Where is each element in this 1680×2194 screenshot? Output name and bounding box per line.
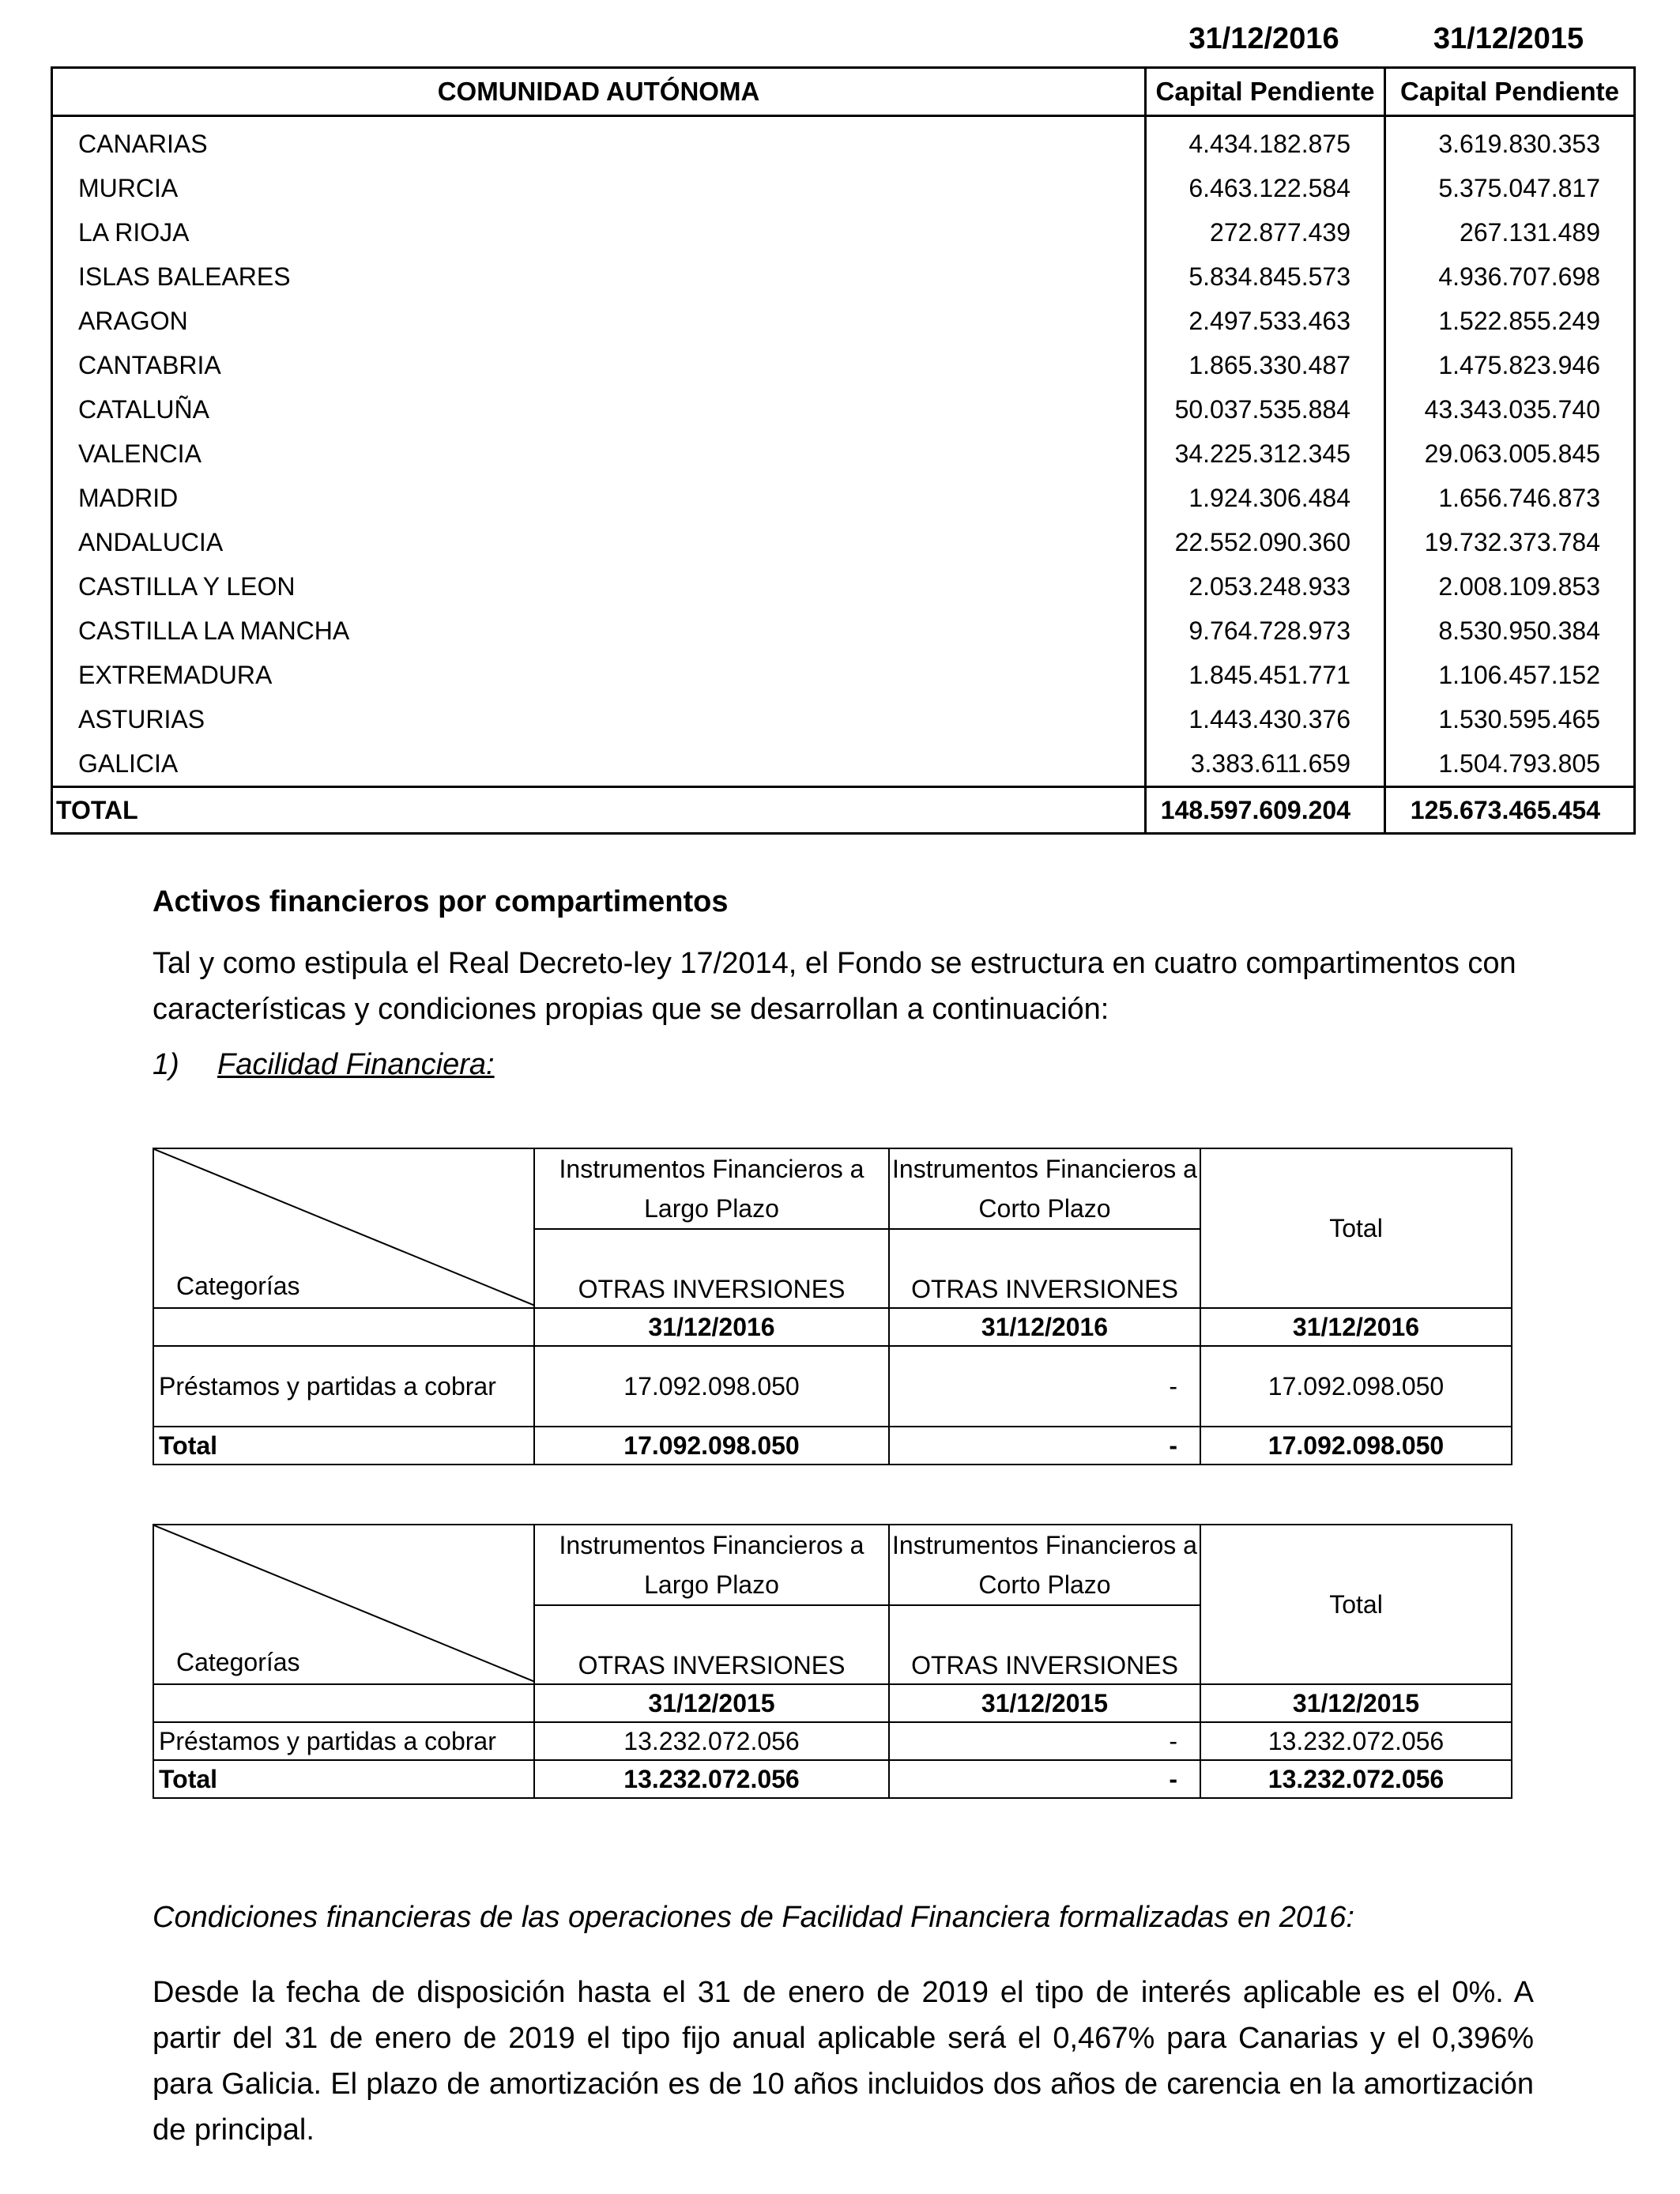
capital-2015: 19.732.373.784 [1385,520,1635,564]
capital-2015: 29.063.005.845 [1385,432,1635,476]
date-total: 31/12/2015 [1200,1684,1512,1722]
date-long: 31/12/2015 [534,1684,889,1722]
region-name: CANARIAS [52,116,1146,167]
table-row [52,653,1635,697]
categories-header [153,1525,534,1684]
total-label: TOTAL [52,787,1146,834]
region-name: GALICIA [52,741,1146,787]
region-name: EXTREMADURA [52,653,1146,697]
capital-2016: 50.037.535.884 [1146,387,1385,432]
item-label: Facilidad Financiera: [217,1048,495,1081]
capital-2015: 3.619.830.353 [1385,116,1635,167]
capital-table-body [52,116,1635,834]
total-2015: 125.673.465.454 [1385,787,1635,834]
col-capital-2016-header: Capital Pendiente [1146,68,1385,116]
region-name: CANTABRIA [52,343,1146,387]
conditions-title: Condiciones financieras de las operaciones de Facilidad Financiera formalizadas en 2016: [153,1901,1354,1934]
row-label: Préstamos y partidas a cobrar [153,1722,534,1760]
col-total-header: Total [1200,1525,1512,1684]
capital-2016: 3.383.611.659 [1146,741,1385,787]
capital-2016: 1.924.306.484 [1146,476,1385,520]
year-2015-header: 31/12/2015 [1433,22,1584,55]
total-2016: 148.597.609.204 [1146,787,1385,834]
region-name: ASTURIAS [52,697,1146,741]
date-short: 31/12/2015 [889,1684,1200,1722]
capital-2016: 2.497.533.463 [1146,299,1385,343]
row-long: 17.092.098.050 [534,1346,889,1427]
table-row [52,476,1635,520]
total-row [153,1760,1512,1798]
capital-2015: 1.106.457.152 [1385,653,1635,697]
capital-2015: 4.936.707.698 [1385,254,1635,299]
total-row [153,1427,1512,1465]
capital-pendiente-table [51,66,1636,835]
col-short-header: Instrumentos Financieros a Corto Plazo [889,1525,1200,1605]
conditions-paragraph: Desde la fecha de disposición hasta el 31 de enero de 2019 el tipo de interés aplicable es el 0%. A partir del 31 de enero de 2019 el tipo fijo anual aplicable será el 0,467% para Canarias y el 0,396% para Galicia. El plazo de amortización es de 10 años incluidos dos años de carencia en la amortización de principal. [153,1976,1534,2147]
col-short-header: Instrumentos Financieros a Corto Plazo [889,1148,1200,1229]
capital-2016: 9.764.728.973 [1146,609,1385,653]
categories-label: Categorías [176,1648,300,1676]
facilidad-table-2016 [153,1148,1512,1465]
table-row [52,254,1635,299]
region-name: MURCIA [52,166,1146,210]
table-row [52,116,1635,167]
intro-paragraph: Tal y como estipula el Real Decreto-ley 17/2014, el Fondo se estructura en cuatro compartimentos con características y condiciones propias que se desarrollan a continuación: [153,947,1516,1026]
table-row [153,1722,1512,1760]
table-row [52,432,1635,476]
list-item-facilidad [153,1048,495,1082]
total-total: 17.092.098.050 [1200,1427,1512,1465]
capital-2016: 4.434.182.875 [1146,116,1385,167]
capital-2016: 22.552.090.360 [1146,520,1385,564]
total-label: Total [153,1427,534,1465]
capital-2015: 43.343.035.740 [1385,387,1635,432]
table-row [52,564,1635,609]
categories-label: Categorías [176,1272,300,1300]
table-row [52,741,1635,787]
total-short: - [889,1427,1200,1465]
capital-2015: 1.656.746.873 [1385,476,1635,520]
region-name: LA RIOJA [52,210,1146,254]
facilidad-table-2015 [153,1524,1512,1799]
row-short: - [889,1722,1200,1760]
table-row [52,166,1635,210]
date-short: 31/12/2016 [889,1308,1200,1346]
total-total: 13.232.072.056 [1200,1760,1512,1798]
year-2016-header: 31/12/2016 [1188,22,1339,55]
capital-2015: 8.530.950.384 [1385,609,1635,653]
capital-2016: 272.877.439 [1146,210,1385,254]
col-long-header: Instrumentos Financieros a Largo Plazo [534,1148,889,1229]
section-title: Activos financieros por compartimentos [153,885,729,918]
capital-2015: 2.008.109.853 [1385,564,1635,609]
capital-2015: 1.530.595.465 [1385,697,1635,741]
region-name: ISLAS BALEARES [52,254,1146,299]
empty-cell [153,1684,534,1722]
capital-2015: 5.375.047.817 [1385,166,1635,210]
col-capital-2015-header: Capital Pendiente [1385,68,1635,116]
sub-long-header: OTRAS INVERSIONES [534,1605,889,1684]
item-number: 1) [153,1048,179,1081]
date-total: 31/12/2016 [1200,1308,1512,1346]
total-long: 13.232.072.056 [534,1760,889,1798]
capital-2016: 1.443.430.376 [1146,697,1385,741]
capital-2016: 1.845.451.771 [1146,653,1385,697]
region-name: MADRID [52,476,1146,520]
col-region-header: COMUNIDAD AUTÓNOMA [52,68,1146,116]
region-name: CATALUÑA [52,387,1146,432]
total-label: Total [153,1760,534,1798]
table-row [52,387,1635,432]
capital-2016: 34.225.312.345 [1146,432,1385,476]
table-row [52,210,1635,254]
capital-2016: 6.463.122.584 [1146,166,1385,210]
capital-2016: 5.834.845.573 [1146,254,1385,299]
sub-long-header: OTRAS INVERSIONES [534,1229,889,1308]
empty-cell [153,1308,534,1346]
row-label: Préstamos y partidas a cobrar [153,1346,534,1427]
table-row [52,697,1635,741]
col-long-header: Instrumentos Financieros a Largo Plazo [534,1525,889,1605]
table-row [52,343,1635,387]
region-name: VALENCIA [52,432,1146,476]
capital-2015: 1.475.823.946 [1385,343,1635,387]
row-long: 13.232.072.056 [534,1722,889,1760]
region-name: CASTILLA LA MANCHA [52,609,1146,653]
capital-2016: 2.053.248.933 [1146,564,1385,609]
table-row [153,1346,1512,1427]
row-short: - [889,1346,1200,1427]
date-long: 31/12/2016 [534,1308,889,1346]
sub-short-header: OTRAS INVERSIONES [889,1605,1200,1684]
categories-header [153,1148,534,1308]
total-short: - [889,1760,1200,1798]
table-row [52,299,1635,343]
col-total-header: Total [1200,1148,1512,1308]
total-row [52,787,1635,834]
capital-2015: 1.504.793.805 [1385,741,1635,787]
row-total: 13.232.072.056 [1200,1722,1512,1760]
table-row [52,520,1635,564]
sub-short-header: OTRAS INVERSIONES [889,1229,1200,1308]
capital-2015: 267.131.489 [1385,210,1635,254]
row-total: 17.092.098.050 [1200,1346,1512,1427]
total-long: 17.092.098.050 [534,1427,889,1465]
region-name: ARAGON [52,299,1146,343]
region-name: CASTILLA Y LEON [52,564,1146,609]
capital-2016: 1.865.330.487 [1146,343,1385,387]
capital-2015: 1.522.855.249 [1385,299,1635,343]
table-row [52,609,1635,653]
region-name: ANDALUCIA [52,520,1146,564]
